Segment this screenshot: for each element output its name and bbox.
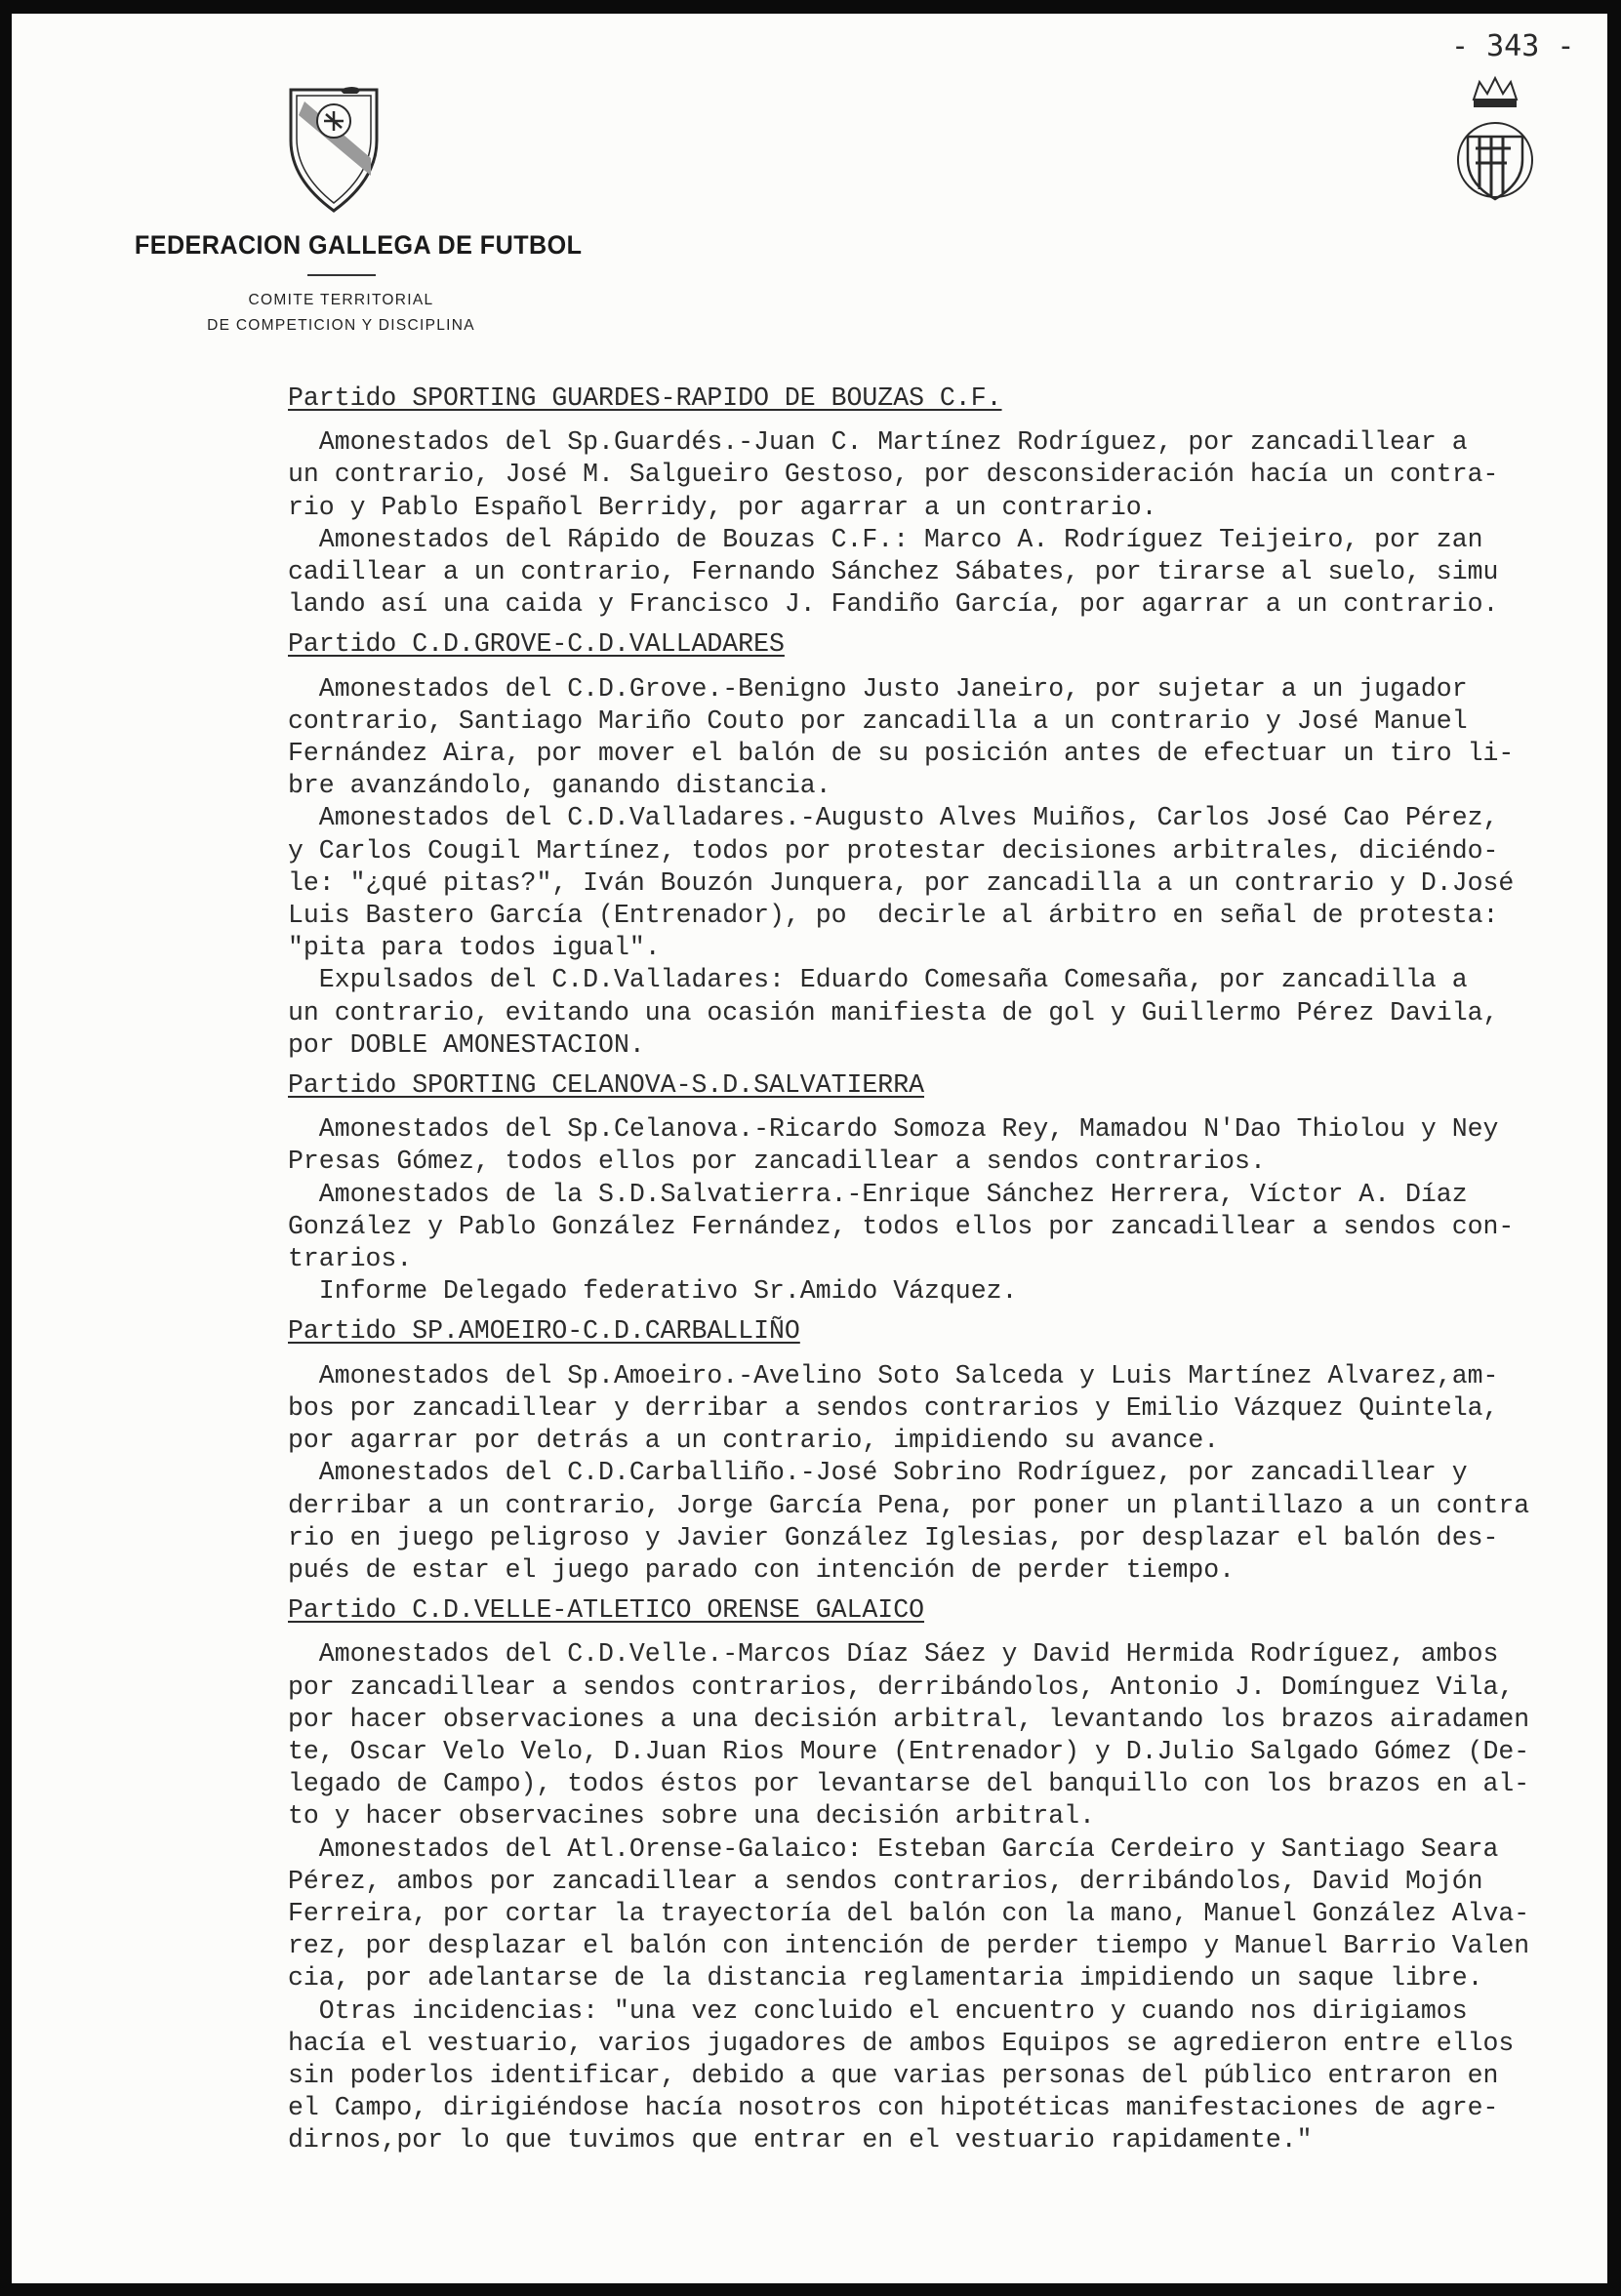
committee-line-1: COMITE TERRITORIAL <box>248 292 434 308</box>
text-line: cadillear a un contrario, Fernando Sánchez Sábates, por tirarse al suelo, simu <box>288 557 1499 587</box>
text-line: le: "¿qué pitas?", Iván Bouzón Junquera, por zancadilla a un contrario y D.José <box>288 867 1515 898</box>
header-divider <box>307 274 376 276</box>
match-heading: Partido C.D.VELLE-ATLETICO ORENSE GALAICO <box>288 1595 925 1626</box>
text-line: Luis Bastero García (Entrenador), po decirle al árbitro en señal de protesta: <box>288 901 1499 931</box>
text-line: rio y Pablo Español Berridy, por agarrar a un contrario. <box>288 492 1157 522</box>
text-line: legado de Campo), todos éstos por levantarse del banquillo con los brazos en al- <box>288 1769 1530 1799</box>
text-line: Otras incidencias: "una vez concluido el encuentro y cuando nos dirigiamos <box>288 1995 1468 2026</box>
text-line: sin poderlos identificar, debido a que varias personas del público entraron en <box>288 2060 1499 2090</box>
text-line: un contrario, José M. Salgueiro Gestoso, por desconsideración hacía un contra- <box>288 460 1499 490</box>
text-line: Presas Gómez, todos ellos por zancadillear a sendos contrarios. <box>288 1147 1266 1177</box>
text-line: Amonestados de la S.D.Salvatierra.-Enrique Sánchez Herrera, Víctor A. Díaz <box>288 1179 1468 1209</box>
text-line: bos por zancadillear y derribar a sendos contrarios y Emilio Vázquez Quintela, <box>288 1392 1499 1423</box>
match-heading: Partido SPORTING GUARDES-RAPIDO DE BOUZAS C.F. <box>288 383 1002 413</box>
text-line: Amonestados del C.D.Valladares.-Augusto Alves Muiños, Carlos José Cao Pérez, <box>288 803 1499 833</box>
text-line: Amonestados del Sp.Guardés.-Juan C. Martínez Rodríguez, por zancadillear a <box>288 427 1468 458</box>
text-line: un contrario, evitando una ocasión manifiesta de gol y Guillermo Pérez Davila, <box>288 997 1499 1027</box>
text-line: contrario, Santiago Mariño Couto por zancadilla a un contrario y José Manuel <box>288 705 1468 736</box>
text-line: por agarrar por detrás a un contrario, impidiendo su avance. <box>288 1426 1220 1456</box>
text-line: Amonestados del Rápido de Bouzas C.F.: Marco A. Rodríguez Teijeiro, por zan <box>288 524 1483 554</box>
text-line: Amonestados del C.D.Velle.-Marcos Díaz Sáez y David Hermida Rodríguez, ambos <box>288 1639 1499 1670</box>
match-heading: Partido SP.AMOEIRO-C.D.CARBALLIÑO <box>288 1316 800 1347</box>
text-line: Informe Delegado federativo Sr.Amido Vázquez. <box>288 1276 1018 1307</box>
text-line: rio en juego peligroso y Javier González Iglesias, por desplazar el balón des- <box>288 1522 1499 1552</box>
document-body <box>288 375 1596 2157</box>
text-line: hacía el vestuario, varios jugadores de ambos Equipos se agredieron entre ellos <box>288 2028 1515 2058</box>
text-line: pués de estar el juego parado con intención de perder tiempo. <box>288 1554 1236 1585</box>
federation-shield-logo <box>285 82 383 219</box>
text-line: Expulsados del C.D.Valladares: Eduardo Comesaña Comesaña, por zancadilla a <box>288 965 1468 995</box>
text-line: trarios. <box>288 1244 413 1274</box>
text-line: y Carlos Cougil Martínez, todos por protestar decisiones arbitrales, diciéndo- <box>288 835 1499 866</box>
text-line: Amonestados del Sp.Amoeiro.-Avelino Soto Salceda y Luis Martínez Alvarez,am- <box>288 1360 1499 1390</box>
organization-name: FEDERACION GALLEGA DE FUTBOL <box>134 230 583 260</box>
text-line: "pita para todos igual". <box>288 933 661 963</box>
text-line: Amonestados del Sp.Celanova.-Ricardo Somoza Rey, Mamadou N'Dao Thiolou y Ney <box>288 1114 1499 1145</box>
text-line: por hacer observaciones a una decisión arbitral, levantando los brazos airadamen <box>288 1704 1530 1734</box>
rfef-crest-logo <box>1446 70 1544 207</box>
page-number: - 343 - <box>1451 29 1575 63</box>
text-line: el Campo, dirigiéndose hacía nosotros con hipotéticas manifestaciones de agre- <box>288 2093 1499 2123</box>
text-line: Pérez, ambos por zancadillear a sendos contrarios, derribándolos, David Mojón <box>288 1866 1483 1896</box>
text-line: por zancadillear a sendos contrarios, derribándolos, Antonio J. Domínguez Vila, <box>288 1672 1515 1702</box>
text-line: lando así una caida y Francisco J. Fandiño García, por agarrar a un contrario. <box>288 589 1499 620</box>
text-line: cia, por adelantarse de la distancia reglamentaria impidiendo un saque libre. <box>288 1963 1483 1994</box>
text-line: dirnos,por lo que tuvimos que entrar en el vestuario rapidamente." <box>288 2125 1313 2155</box>
text-line: Fernández Aira, por mover el balón de su posición antes de efectuar un tiro li- <box>288 739 1515 769</box>
text-line: rez, por desplazar el balón con intención de perder tiempo y Manuel Barrio Valen <box>288 1931 1530 1961</box>
match-heading: Partido SPORTING CELANOVA-S.D.SALVATIERRA <box>288 1070 925 1101</box>
match-heading: Partido C.D.GROVE-C.D.VALLADARES <box>288 629 785 660</box>
text-line: Amonestados del C.D.Carballiño.-José Sobrino Rodríguez, por zancadillear y <box>288 1458 1468 1488</box>
text-line: te, Oscar Velo Velo, D.Juan Rios Moure (Entrenador) y D.Julio Salgado Gómez (De- <box>288 1736 1530 1766</box>
text-line: Amonestados del Atl.Orense-Galaico: Esteban García Cerdeiro y Santiago Seara <box>288 1833 1499 1864</box>
committee-line-2: DE COMPETICION Y DISCIPLINA <box>207 317 475 334</box>
federation-header <box>119 230 583 339</box>
document-page <box>12 14 1607 2283</box>
text-line: to y hacer observacines sobre una decisión arbitral. <box>288 1801 1095 1832</box>
text-line: por DOBLE AMONESTACION. <box>288 1029 645 1060</box>
text-line: derribar a un contrario, Jorge García Pena, por poner un plantillazo a un contra <box>288 1490 1530 1520</box>
text-line: Ferreira, por cortar la trayectoría del balón con la mano, Manuel González Alva- <box>288 1898 1530 1928</box>
text-line: bre avanzándolo, ganando distancia. <box>288 771 831 801</box>
text-line: Amonestados del C.D.Grove.-Benigno Justo Janeiro, por sujetar a un jugador <box>288 673 1468 704</box>
text-line: González y Pablo González Fernández, todos ellos por zancadillear a sendos con- <box>288 1211 1515 1241</box>
